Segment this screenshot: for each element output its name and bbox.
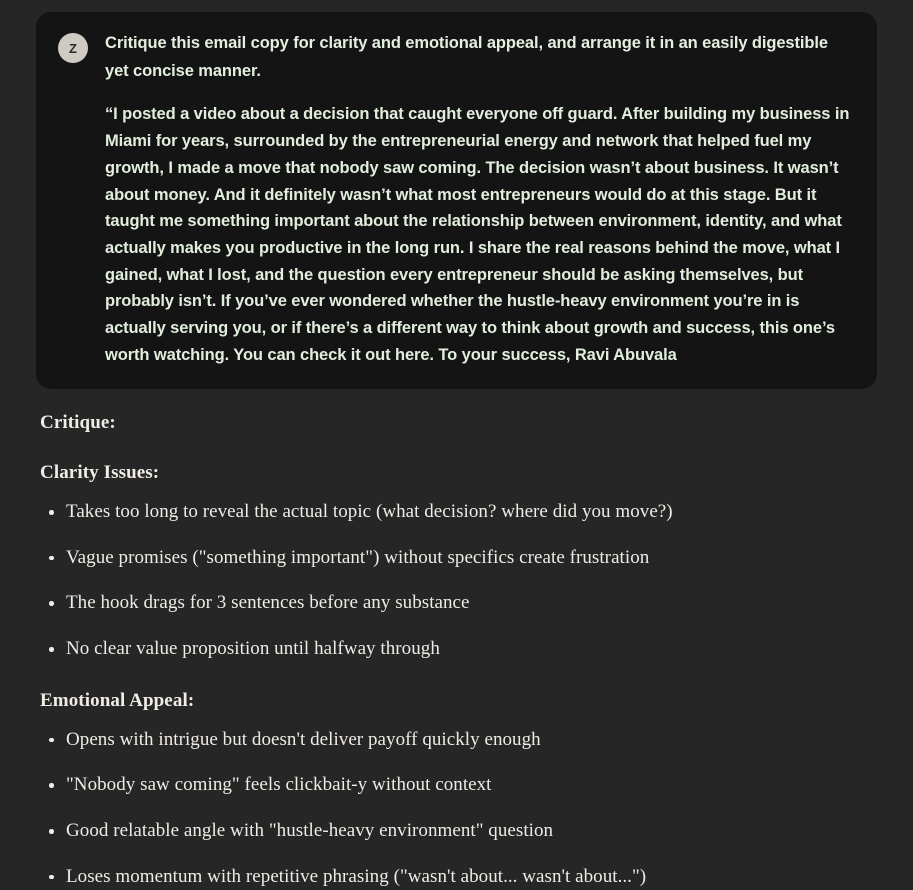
list-item: No clear value proposition until halfway through xyxy=(40,637,880,662)
list-item: Takes too long to reveal the actual topic (what decision? where did you move?) xyxy=(40,500,880,525)
section-heading-emotional-appeal: Emotional Appeal: xyxy=(40,689,195,711)
avatar xyxy=(58,33,88,63)
user-instruction-text: Critique this email copy for clarity and emotional appeal, and arrange it in an easily digestible yet concise manner. xyxy=(105,34,828,80)
user-message-body xyxy=(105,30,855,369)
list-item: Vague promises ("something important") without specifics create frustration xyxy=(40,546,880,571)
avatar-initial: Z xyxy=(69,40,77,56)
list-item: Opens with intrigue but doesn't deliver payoff quickly enough xyxy=(40,728,880,753)
user-message-card xyxy=(36,12,877,389)
response-title: Critique: xyxy=(40,412,116,433)
list-item: Good relatable angle with "hustle-heavy environment" question xyxy=(40,819,880,844)
user-quoted-email-text: “I posted a video about a decision that caught everyone off guard. After building my business in Miami for years, surrounded by the entrepreneurial energy and network that helped fuel my growth, I made a move that nobody saw coming. The decision wasn’t about business. It wasn’t about money. And it definitely wasn’t what most entrepreneurs would do at this stage. But it taught me something important about the relationship between environment, identity, and what actually makes you productive in the long run. I share the real reasons behind the move, what I gained, what I lost, and the question every entrepreneur should be asking themselves, but probably isn’t. If you’ve ever wondered whether the hustle-heavy environment you’re in is actually serving you, or if there’s a different way to think about growth and success, this one’s worth watching. You can check it out here. To your success, Ravi Abuvala xyxy=(105,105,850,364)
assistant-response xyxy=(40,412,880,890)
section-heading-clarity-issues: Clarity Issues: xyxy=(40,462,160,483)
list-item: The hook drags for 3 sentences before any substance xyxy=(40,591,880,616)
list-item: "Nobody saw coming" feels clickbait-y without context xyxy=(40,773,880,798)
list-item: Loses momentum with repetitive phrasing ("wasn't about... wasn't about...") xyxy=(40,865,880,890)
clarity-issues-list xyxy=(40,500,880,662)
emotional-appeal-list xyxy=(40,728,880,890)
